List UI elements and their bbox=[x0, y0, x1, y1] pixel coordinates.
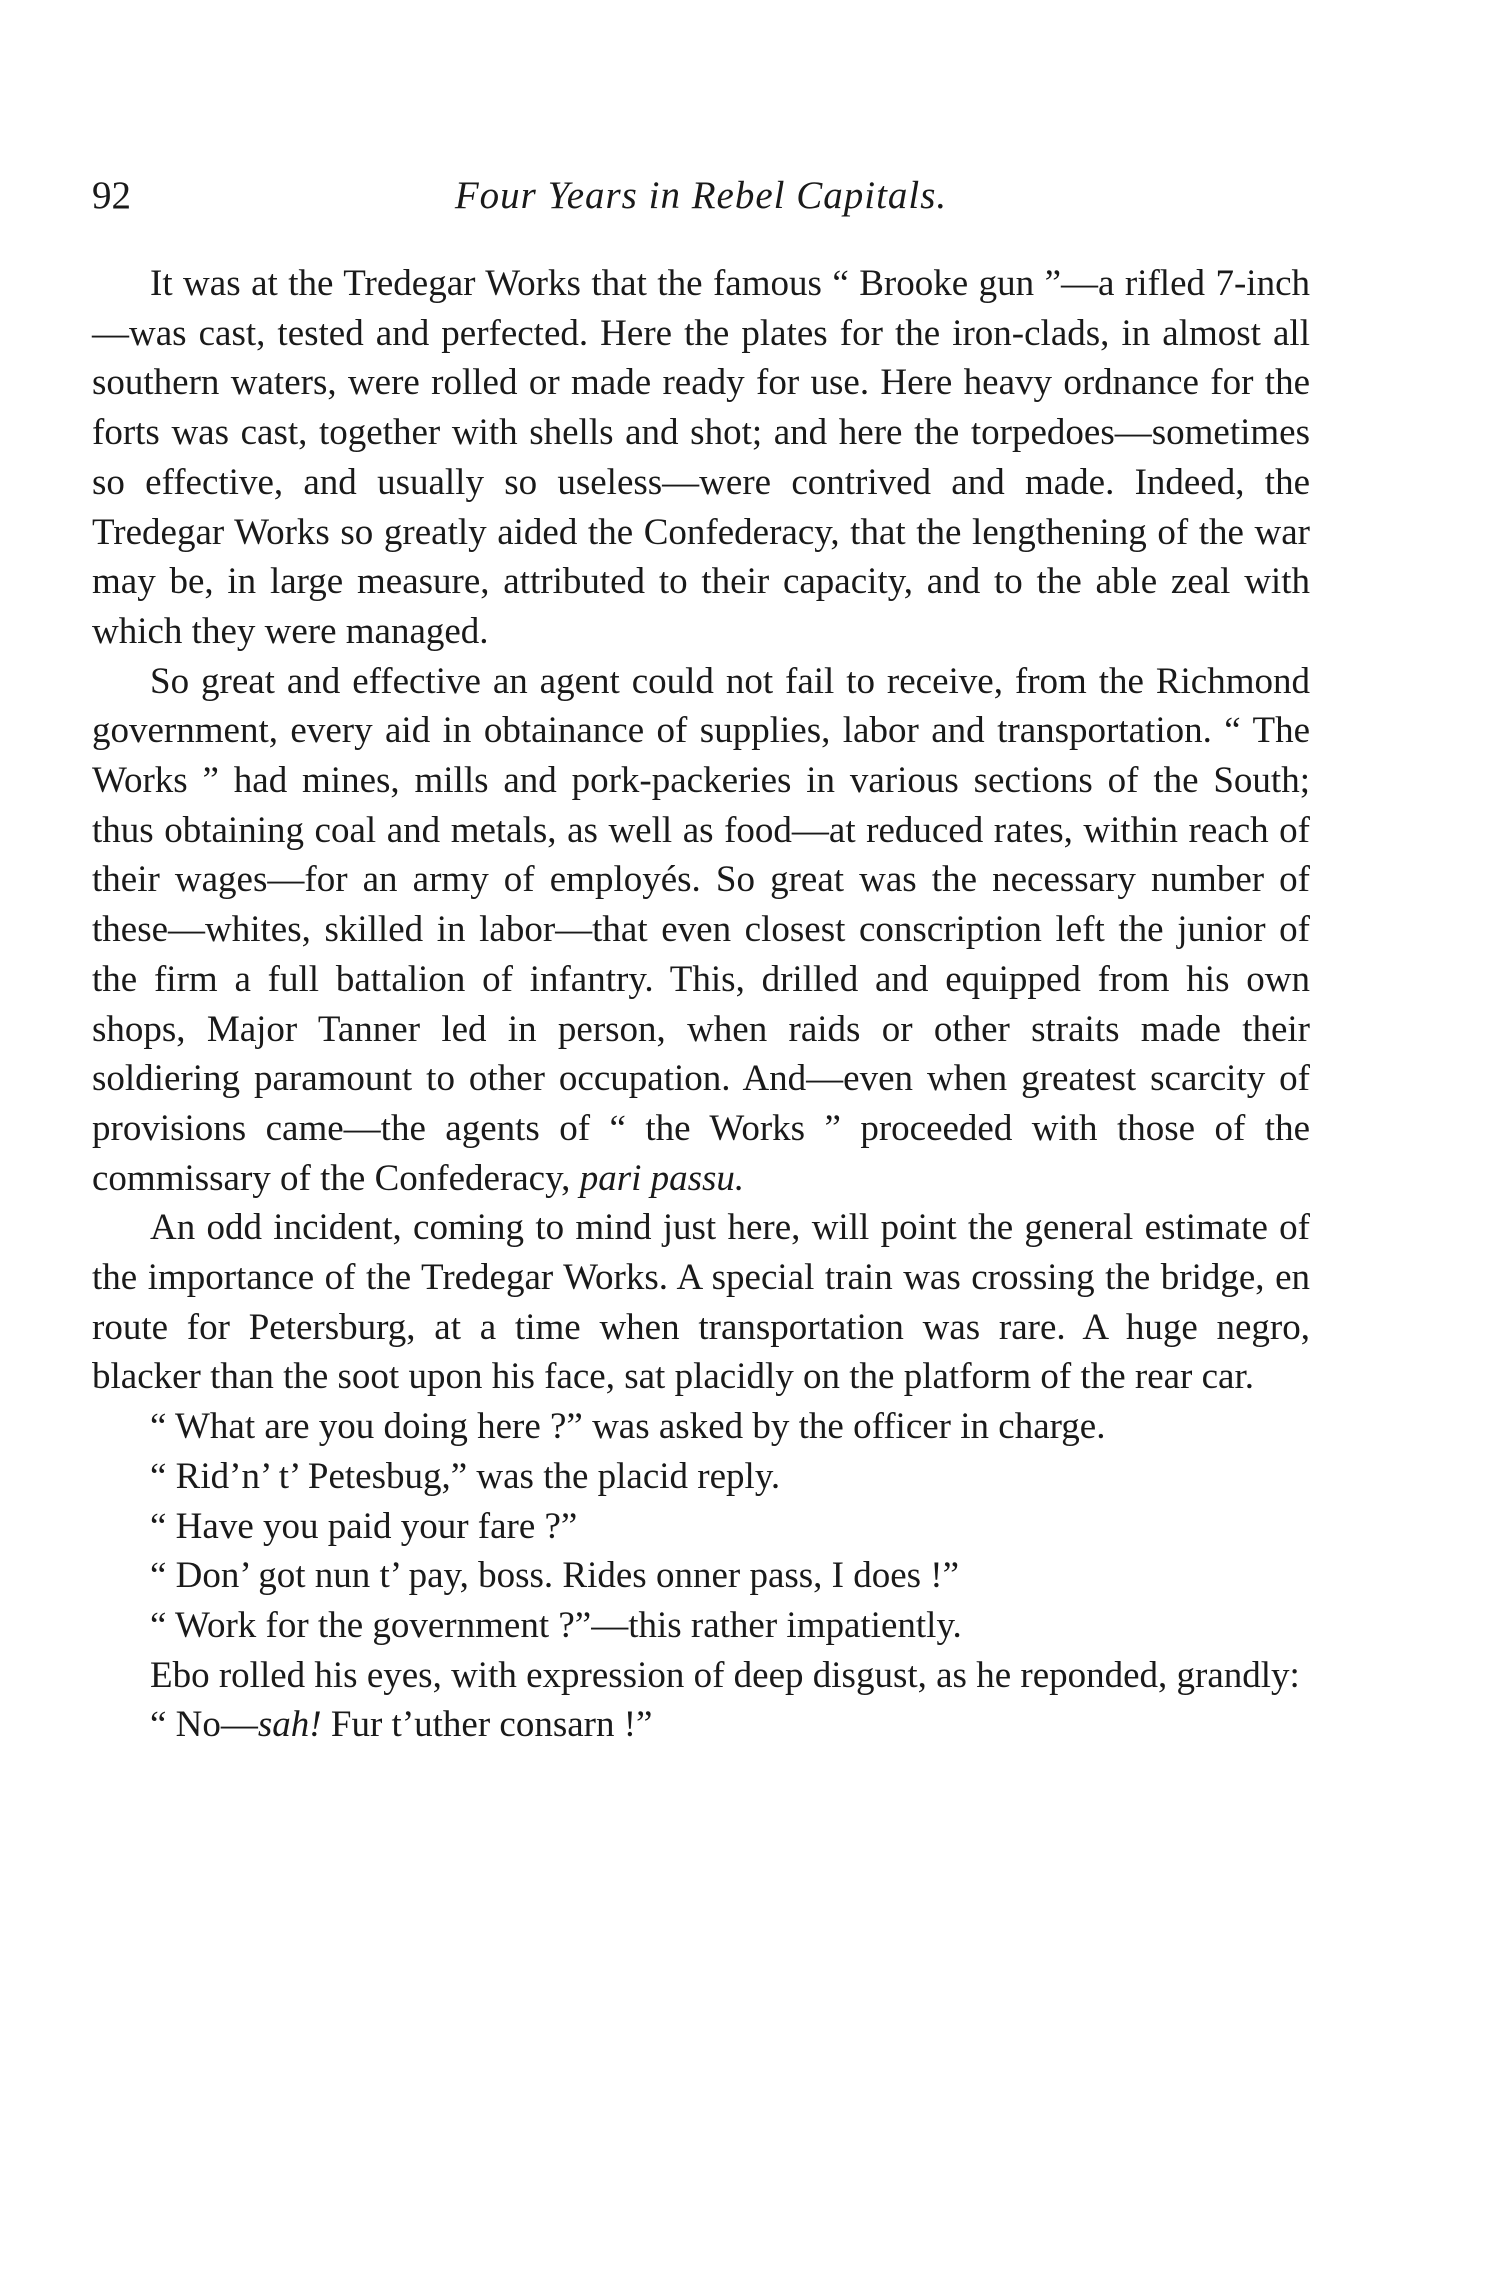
dialogue-line: “ What are you doing here ?” was asked by the officer in charge. bbox=[150, 1406, 1106, 1448]
page-number: 92 bbox=[92, 174, 131, 217]
paragraph-odd-incident: An odd incident, coming to mind just here, will point the general estimate of the importance of the Tredegar Works. A special train was crossing the bridge, en route for Petersburg, at a time when transportation was rare. A huge negro, blacker than the soot upon his face, sat placidly on the platform of the rear car. bbox=[92, 1207, 1310, 1398]
running-title: Four Years in Rebel Capitals. bbox=[454, 174, 948, 217]
dialogue-line: “ Have you paid your fare ?” bbox=[150, 1505, 578, 1547]
dialogue-line: “ Work for the government ?”—this rather impatiently. bbox=[150, 1604, 962, 1646]
paragraph-richmond-government bbox=[92, 657, 1310, 1204]
dialogue-line: “ Rid’n’ t’ Petesbug,” was the placid reply. bbox=[150, 1455, 781, 1497]
paragraph-text: So great and effective an agent could not fail to receive, from the Richmond government, every aid in obtainance of supplies, labor and transportation. “ The Works ” had mines, mills and pork-packeries in various sections of the South; thus obtaining coal and metals, as well as food—at reduced rates, within reach of their wages—for an army of employés. So great was the necessary number of these—whites, skilled in labor—that even closest conscription left the junior of the firm a full battalion of infantry. This, drilled and equipped from his own shops, Major Tanner led in person, when raids or other straits made their soldiering paramount to other occupation. And—even when greatest scarcity of provisions came—the agents of “ the Works ” proceeded with those of the commissary of the Confederacy, bbox=[92, 660, 1310, 1199]
paragraph-ebo: Ebo rolled his eyes, with expression of deep disgust, as he reponded, grandly: bbox=[150, 1654, 1300, 1696]
italic-phrase: pari passu. bbox=[579, 1157, 745, 1199]
body-text bbox=[92, 259, 1310, 1750]
dialogue-open: “ No— bbox=[150, 1704, 258, 1746]
italic-word: sah! bbox=[257, 1704, 322, 1746]
paragraph-tredegar-works: It was at the Tredegar Works that the famous “ Brooke gun ”—a rifled 7-inch—was cast, tested and perfected. Here the plates for the iron-clads, in almost all southern waters, were rolled or made ready for use. Here heavy ordnance for the forts was cast, together with shells and shot; and here the torpedoes—sometimes so effective, and usually so useless—were contrived and made. Indeed, the Tredegar Works so greatly aided the Confederacy, that the lengthening of the war may be, in large measure, attributed to their capacity, and to the able zeal with which they were managed. bbox=[92, 263, 1310, 652]
dialogue-line-final bbox=[92, 1700, 1310, 1750]
dialogue-line: “ Don’ got nun t’ pay, boss. Rides onner pass, I does !” bbox=[150, 1555, 960, 1597]
dialogue-rest: Fur t’uther consarn !” bbox=[321, 1704, 653, 1746]
running-head bbox=[92, 172, 1310, 220]
